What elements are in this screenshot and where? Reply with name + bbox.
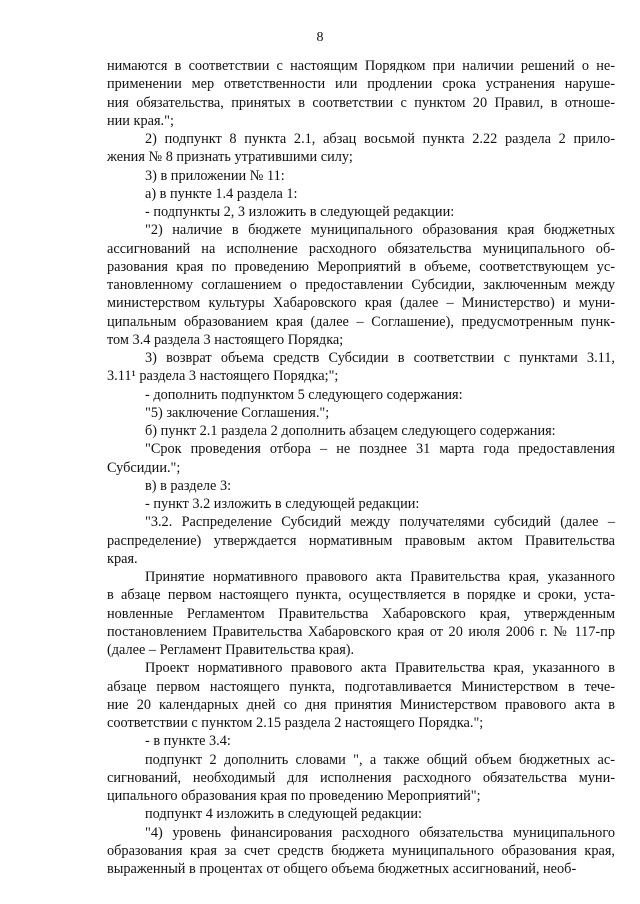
paragraph bbox=[107, 422, 615, 440]
text-line: - в пункте 3.4: bbox=[145, 733, 231, 750]
text-line: 3) возврат объема средств Субсидии в соответствии с пунктами 3.11, bbox=[145, 350, 615, 366]
text-line: том 3.4 раздела 3 настоящего Порядка; bbox=[107, 331, 344, 348]
text-line: а) в пункте 1.4 раздела 1: bbox=[145, 185, 298, 202]
paragraph bbox=[107, 185, 615, 203]
text-line: абзаце первом настоящего пункта, подготавливается Министерством в тече- bbox=[107, 678, 615, 695]
paragraph bbox=[107, 732, 615, 750]
text-line: тановленному соглашением о предоставлении Субсидии, заключенным между bbox=[107, 277, 615, 293]
paragraph bbox=[107, 404, 615, 422]
text-line: "Срок проведения отбора – не позднее 31 марта года предоставления bbox=[145, 441, 615, 458]
text-line: "2) наличие в бюджете муниципального образования края бюджетных bbox=[145, 222, 615, 239]
text-line: подпункт 2 дополнить словами ", а также общий объем бюджетных ас- bbox=[145, 751, 615, 768]
text-line: ципальным образованием края (далее – Соглашение), предусмотренным пунк- bbox=[107, 313, 615, 330]
text-line: 3) в приложении № 11: bbox=[145, 167, 285, 184]
paragraph bbox=[107, 751, 615, 806]
text-line: "5) заключение Соглашения."; bbox=[145, 404, 330, 421]
text-line: подпункт 4 изложить в следующей редакции: bbox=[145, 806, 422, 823]
text-line: ние 20 календарных дней со дня принятия Министерством правового акта в bbox=[107, 696, 615, 713]
paragraph bbox=[107, 805, 615, 823]
text-line: образования края за счет средств бюджета муниципального образования края, bbox=[107, 842, 615, 859]
paragraph bbox=[107, 221, 615, 349]
text-line: применении мер ответственности или продлении срока устранения наруше- bbox=[107, 76, 615, 93]
paragraph bbox=[107, 495, 615, 513]
paragraph bbox=[107, 130, 615, 167]
text-line: б) пункт 2.1 раздела 2 дополнить абзацем следующего содержания: bbox=[145, 423, 556, 439]
text-line: - пункт 3.2 изложить в следующей редакции: bbox=[145, 496, 420, 512]
text-line: ассигнований на исполнение расходного обязательства муниципального об- bbox=[107, 240, 615, 257]
text-line: - подпункты 2, 3 изложить в следующей редакции: bbox=[145, 204, 455, 220]
paragraph bbox=[107, 440, 615, 477]
text-line: 2) подпункт 8 пункта 2.1, абзац восьмой пункта 2.22 раздела 2 прило- bbox=[145, 131, 615, 147]
text-line: "3.2. Распределение Субсидий между получателями субсидий (далее – bbox=[145, 514, 615, 531]
paragraph bbox=[107, 513, 615, 568]
paragraph bbox=[107, 824, 615, 879]
text-line: Субсидии."; bbox=[107, 459, 181, 476]
text-line: ния обязательства, принятых в соответствии с пунктом 20 Правил, в отноше- bbox=[107, 94, 615, 111]
page-number: 8 bbox=[316, 30, 324, 45]
document-body bbox=[107, 57, 615, 878]
text-line: распределение) утверждается нормативным правовым актом Правительства bbox=[107, 532, 615, 549]
paragraph bbox=[107, 57, 615, 130]
paragraph bbox=[107, 349, 615, 386]
text-line: края. bbox=[107, 550, 138, 567]
paragraph bbox=[107, 477, 615, 495]
text-line: разования края по проведению Мероприятий в объеме, соответствующем ус- bbox=[107, 258, 615, 275]
text-line: жения № 8 признать утратившими силу; bbox=[107, 149, 353, 166]
paragraph bbox=[107, 203, 615, 221]
paragraph bbox=[107, 167, 615, 185]
text-line: "4) уровень финансирования расходного обязательства муниципального bbox=[145, 824, 615, 841]
text-line: сигнований, необходимый для исполнения расходного обязательства муни- bbox=[107, 769, 615, 786]
text-line: нимаются в соответствии с настоящим Порядком при наличии решений о не- bbox=[107, 58, 615, 74]
text-line: постановлением Правительства Хабаровского края от 20 июля 2006 г. № 117-пр bbox=[107, 623, 615, 640]
paragraph bbox=[107, 568, 615, 659]
text-line: Принятие нормативного правового акта Правительства края, указанного bbox=[145, 569, 615, 585]
text-line: новленные Регламентом Правительства Хабаровского края, утвержденным bbox=[107, 605, 615, 622]
text-line: - дополнить подпунктом 5 следующего содержания: bbox=[145, 386, 463, 403]
text-line: нии края."; bbox=[107, 112, 174, 129]
text-line: выраженный в процентах от общего объема бюджетных ассигнований, необ- bbox=[107, 861, 577, 877]
text-line: соответствии с пунктом 2.15 раздела 2 настоящего Порядка."; bbox=[107, 715, 484, 731]
text-line: ципального образования края по проведению Мероприятий"; bbox=[107, 788, 481, 804]
text-line: в) в разделе 3: bbox=[145, 477, 232, 494]
text-line: в абзаце первом настоящего пункта, осуществляется в порядке и сроки, уста- bbox=[107, 587, 615, 604]
paragraph bbox=[107, 386, 615, 404]
text-line: Проект нормативного правового акта Правительства края, указанного в bbox=[145, 660, 615, 677]
text-line: 3.11¹ раздела 3 настоящего Порядка;"; bbox=[107, 368, 339, 385]
paragraph bbox=[107, 659, 615, 732]
text-line: (далее – Регламент Правительства края). bbox=[107, 642, 355, 658]
text-line: министерством культуры Хабаровского края (далее – Министерство) и муни- bbox=[107, 295, 615, 312]
